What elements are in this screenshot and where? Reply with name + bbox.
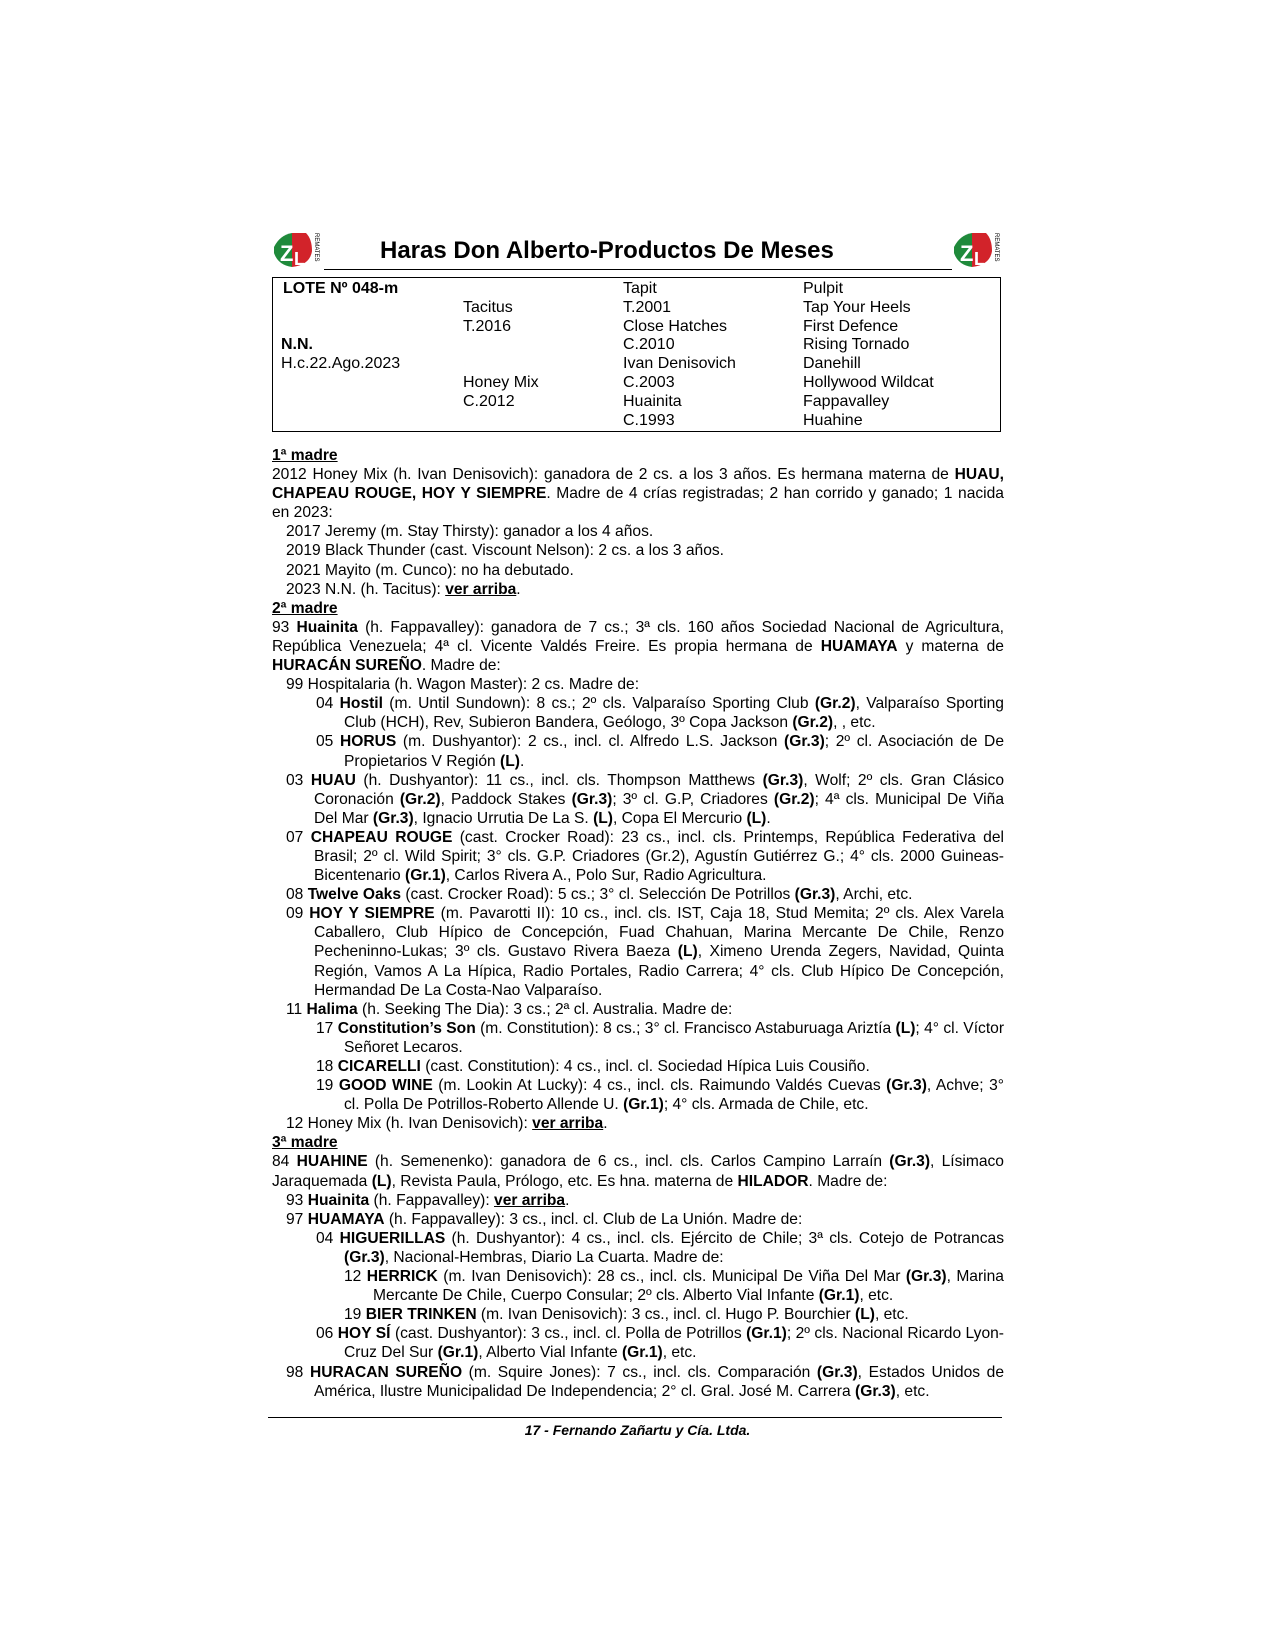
page-header — [272, 227, 1002, 277]
ancestor-name: Tap Your Heels — [803, 299, 911, 316]
produce-entry: 2019 Black Thunder (cast. Viscount Nelson): 2 cs. a los 3 años. — [286, 542, 725, 560]
produce-entry: 98 HURACAN SUREÑO (m. Squire Jones): 7 cs., incl. cls. Comparación (Gr.3), Estados Unidos de América, Ilustre Municipalidad De Independencia; 2° cl. Gral. José M. Carrera (Gr.3), etc. — [286, 1363, 1004, 1400]
granddam-info: C.1993 — [623, 412, 675, 429]
produce-entry: 12 Honey Mix (h. Ivan Denisovich): ver arriba. — [286, 1115, 608, 1133]
produce-entry: 06 HOY SÍ (cast. Dushyantor): 3 cs., incl. cl. Polla de Potrillos (Gr.1); 2º cls. Nacional Ricardo Lyon-Cruz Del Sur (Gr.1), Alberto Vial Infante (Gr.1), etc. — [316, 1325, 1004, 1362]
grandsire-info: T.2001 — [623, 299, 672, 316]
produce-entry: 17 Constitution’s Son (m. Constitution): 8 cs.; 3° cl. Francisco Astaburuaga Ariztía (L); 4° cl. Víctor Señoret Lecaros. — [316, 1019, 1005, 1056]
granddam-name: Close Hatches — [623, 318, 728, 335]
svg-text:L: L — [294, 249, 305, 269]
svg-text:Z: Z — [280, 241, 294, 266]
footer-rule — [268, 1417, 1002, 1418]
svg-text:L: L — [974, 249, 985, 269]
produce-entry: 12 HERRICK (m. Ivan Denisovich): 28 cs., incl. cls. Municipal De Viña Del Mar (Gr.3), Marina Mercante De Chile, Cuerpo Consular; 2º cls. Alberto Vial Infante (Gr.1), etc. — [344, 1268, 1004, 1305]
dam-paragraph: 2012 Honey Mix (h. Ivan Denisovich): ganadora de 2 cs. a los 3 años. Es hermana materna de HUAU, CHAPEAU ROUGE, HOY Y SIEMPRE. Madre de 4 crías registradas; 2 han corrido y ganado; 1 nacida en 2023: — [272, 466, 1004, 522]
horse-name: N.N. — [281, 336, 313, 353]
dam-paragraph: 84 HUAHINE (h. Semenenko): ganadora de 6 cs., incl. cls. Carlos Campino Larraín (Gr.3), Lísimaco Jaraquemada (L), Revista Paula, Prólogo, etc. Es hna. materna de HILADOR. Madre de: — [272, 1153, 1004, 1190]
dam-info: C.2012 — [463, 393, 515, 410]
ancestor-name: Fappavalley — [803, 393, 890, 410]
svg-text:REMATES: REMATES — [993, 233, 999, 262]
produce-entry: 09 HOY Y SIEMPRE (m. Pavarotti II): 10 cs., incl. cls. IST, Caja 18, Stud Memita; 2º cls. Alex Varela Caballero, Club Hípico de Concepción, Fuad Chahuan, Marina Mercante De Chile, Renzo Pecheninno-Lukas; 3º cls. Gustavo Rivera Baeza (L), Ximeno Urenda Zegers, Navidad, Quinta Región, Vamos A La Hípica, Radio Portales, Radio Carrera; 4° cls. Club Hípico De Concepción, Hermandad De La Costa-Nao Valparaíso. — [286, 905, 1005, 999]
produce-entry: 11 Halima (h. Seeking The Dia): 3 cs.; 2ª cl. Australia. Madre de: — [286, 1000, 733, 1018]
produce-entry: 2017 Jeremy (m. Stay Thirsty): ganador a los 4 años. — [286, 523, 654, 541]
ancestor-name: Huahine — [803, 412, 863, 429]
lot-number: LOTE Nº 048-m — [283, 280, 399, 297]
produce-entry: 2023 N.N. (h. Tacitus): ver arriba. — [286, 580, 521, 598]
pedigree-table — [272, 277, 1001, 432]
produce-entry: 08 Twelve Oaks (cast. Crocker Road): 5 cs.; 3° cl. Selección De Potrillos (Gr.3), Archi, etc. — [286, 886, 913, 904]
page-title: Haras Don Alberto-Productos De Meses — [380, 237, 834, 264]
produce-entry: 03 HUAU (h. Dushyantor): 11 cs., incl. cls. Thompson Matthews (Gr.3), Wolf; 2º cls. Gran Clásico Coronación (Gr.2), Paddock Stakes (Gr.3); 3º cl. G.P, Criadores (Gr.2); 4ª cls. Municipal De Viña Del Mar (Gr.3), Ignacio Urrutia De La S. (L), Copa El Mercurio (L). — [286, 771, 1004, 827]
ancestor-name: Danehill — [803, 355, 861, 372]
produce-entry: 18 CICARELLI (cast. Constitution): 4 cs., incl. cl. Sociedad Hípica Luis Cousiño. — [316, 1058, 870, 1075]
remates-logo-icon — [952, 227, 1002, 275]
produce-entry: 05 HORUS (m. Dushyantor): 2 cs., incl. cl. Alfredo L.S. Jackson (Gr.3); 2º cl. Asociación de De Propietarios V Región (L). — [316, 733, 1004, 770]
section-heading: 3ª madre — [272, 1134, 338, 1152]
produce-entry: 99 Hospitalaria (h. Wagon Master): 2 cs. Madre de: — [286, 676, 640, 694]
sire-info: T.2016 — [463, 318, 512, 335]
page-footer: 17 - Fernando Zañartu y Cía. Ltda. — [524, 1422, 751, 1438]
ancestor-name: First Defence — [803, 318, 899, 335]
sire-name: Tacitus — [463, 299, 513, 316]
produce-entry: 04 HIGUERILLAS (h. Dushyantor): 4 cs., incl. cls. Ejército de Chile; 3ª cls. Cotejo de Potrancas (Gr.3), Nacional-Hembras, Diario La Cuarta. Madre de: — [316, 1229, 1004, 1266]
title-underline — [324, 269, 952, 270]
svg-text:REMATES: REMATES — [313, 233, 319, 262]
ancestor-name: Pulpit — [803, 280, 844, 297]
produce-entry: 93 Huainita (h. Fappavalley): ver arriba. — [286, 1191, 570, 1209]
produce-entry: 04 Hostil (m. Until Sundown): 8 cs.; 2º cls. Valparaíso Sporting Club (Gr.2), Valparaíso Sporting Club (HCH), Rev, Subieron Bandera, Geólogo, 3º Copa Jackson (Gr.2), , etc. — [316, 695, 1004, 732]
ancestor-name: Hollywood Wildcat — [803, 374, 934, 391]
grandsire-name: Tapit — [623, 280, 657, 297]
grandsire-name: Ivan Denisovich — [623, 355, 736, 372]
family-notes — [272, 446, 1004, 1401]
ancestor-name: Rising Tornado — [803, 336, 910, 353]
svg-text:Z: Z — [960, 241, 974, 266]
produce-entry: 97 HUAMAYA (h. Fappavalley): 3 cs., incl. cl. Club de La Unión. Madre de: — [286, 1210, 803, 1228]
dam-name: Honey Mix — [463, 374, 539, 391]
produce-entry: 2021 Mayito (m. Cunco): no ha debutado. — [286, 561, 574, 579]
remates-logo-icon — [272, 227, 322, 275]
section-heading: 2ª madre — [272, 599, 338, 617]
granddam-name: Huainita — [623, 393, 682, 410]
produce-entry: 07 CHAPEAU ROUGE (cast. Crocker Road): 23 cs., incl. cls. Printemps, República Federativa del Brasil; 2º cl. Wild Spirit; 3° cls. G.P. Criadores (Gr.2), Agustín Gutiérrez G.; 4° cls. 2000 Guineas-Bicentenario (Gr.1), Carlos Rivera A., Polo Sur, Radio Agricultura. — [286, 828, 1004, 885]
produce-entry: 19 GOOD WINE (m. Lookin At Lucky): 4 cs., incl. cls. Raimundo Valdés Cuevas (Gr.3), Achve; 3° cl. Polla De Potrillos-Roberto Allende U. (Gr.1); 4° cls. Armada de Chile, etc. — [316, 1077, 1004, 1114]
grandsire-info: C.2003 — [623, 374, 675, 391]
granddam-info: C.2010 — [623, 336, 675, 353]
section-heading: 1ª madre — [272, 447, 338, 464]
dam-paragraph: 93 Huainita (h. Fappavalley): ganadora de 7 cs.; 3ª cls. 160 años Sociedad Nacional de Agricultura, República Venezuela; 4ª cl. Vicente Valdés Freire. Es propia hermana de HUAMAYA y materna de HURACÁN SUREÑO. Madre de: — [272, 618, 1005, 675]
horse-info: H.c.22.Ago.2023 — [281, 355, 401, 372]
produce-entry: 19 BIER TRINKEN (m. Ivan Denisovich): 3 cs., incl. cl. Hugo P. Bourchier (L), etc. — [344, 1306, 909, 1324]
